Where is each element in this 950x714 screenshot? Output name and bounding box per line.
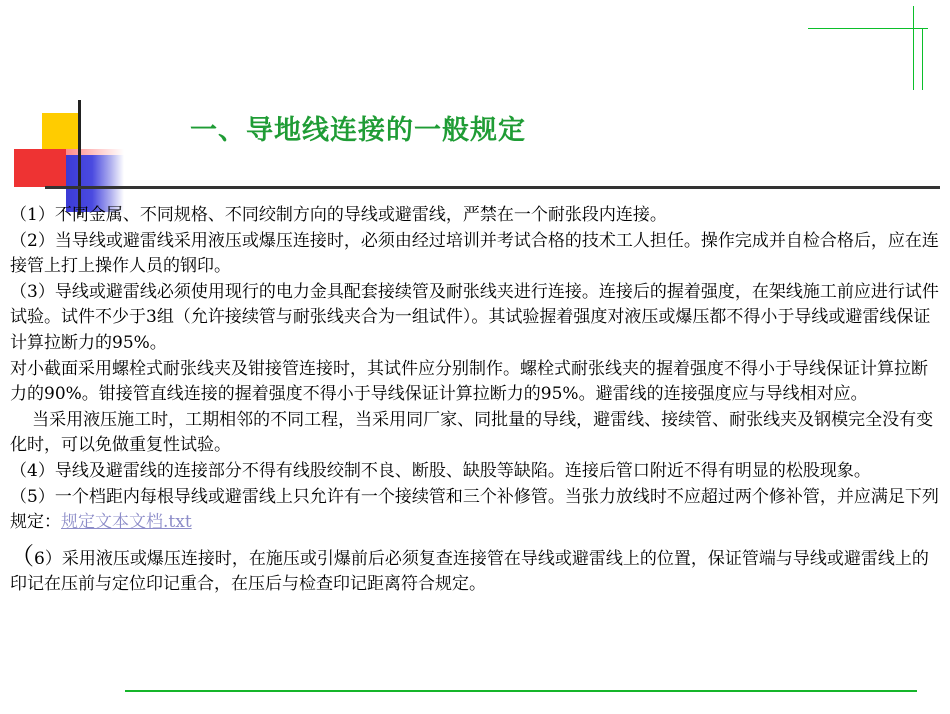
slide-body [10,203,942,598]
paragraph-8 [10,541,942,598]
paragraph-2: （2）当导线或避雷线采用液压或爆压连接时，必须由经过培训并考试合格的技术工人担任。操作完成并自检合格后，应在连接管上打上操作人员的钢印。 [10,230,939,277]
paragraph-7 [10,485,942,536]
yellow-square-decoration [42,113,80,151]
paragraph-6: （4）导线及避雷线的连接部分不得有线股绞制不良、断股、缺股等缺陷。连接后管口附近不得有明显的松股现象。 [10,460,871,481]
corner-horizontal-line [808,28,928,29]
paragraph-8-text: 6）采用液压或爆压连接时，在施压或引爆前后必须复查连接管在导线或避雷线上的位置，保证管端与导线或避雷线上的印记在压前与定位印记重合，在压后与检查印记距离符合规定。 [10,548,929,595]
corner-vertical-line-1 [913,6,914,90]
paragraph-1: （1）不同金属、不同规格、不同绞制方向的导线或避雷线，严禁在一个耐张段内连接。 [10,205,667,225]
document-link[interactable]: 规定文本文档.txt [61,512,192,533]
corner-vertical-line-2 [922,28,923,90]
paragraph-5: 当采用液压施工时，工期相邻的不同工程，当采用同厂家、同批量的导线，避雷线、接续管、耐张线夹及钢模完全没有变化时，可以免做重复性试验。 [10,409,934,456]
red-square-decoration [14,149,66,187]
paragraph-3: （3）导线或避雷线必须使用现行的电力金具配套接续管及耐张线夹进行连接。连接后的握着强度，在架线施工前应进行试件试验。试件不少于3组（允许接续管与耐张线夹合为一组试件）。其试验握着强度对液压或爆压都不得小于导线或避雷线保证计算拉断力的95%。 [10,281,939,353]
paragraph-8-paren: （ [10,541,34,570]
red-fade-decoration [66,149,124,155]
footer-rule [125,690,917,692]
title-underline [45,186,940,189]
slide-title: 一、导地线连接的一般规定 [190,115,526,146]
paragraph-4: 对小截面采用螺栓式耐张线夹及钳接管连接时，其试件应分别制作。螺栓式耐张线夹的握着强度不得小于导线保证计算拉断力的90%。钳接管直线连接的握着强度不得小于导线保证计算拉断力的95%。避雷线的连接强度应与导线相对应。 [10,358,928,405]
vertical-accent-line [78,100,81,215]
paragraph-7-text: （5）一个档距内每根导线或避雷线上只允许有一个接续管和三个补修管。当张力放线时不应超过两个修补管，并应满足下列规定： [10,486,939,533]
